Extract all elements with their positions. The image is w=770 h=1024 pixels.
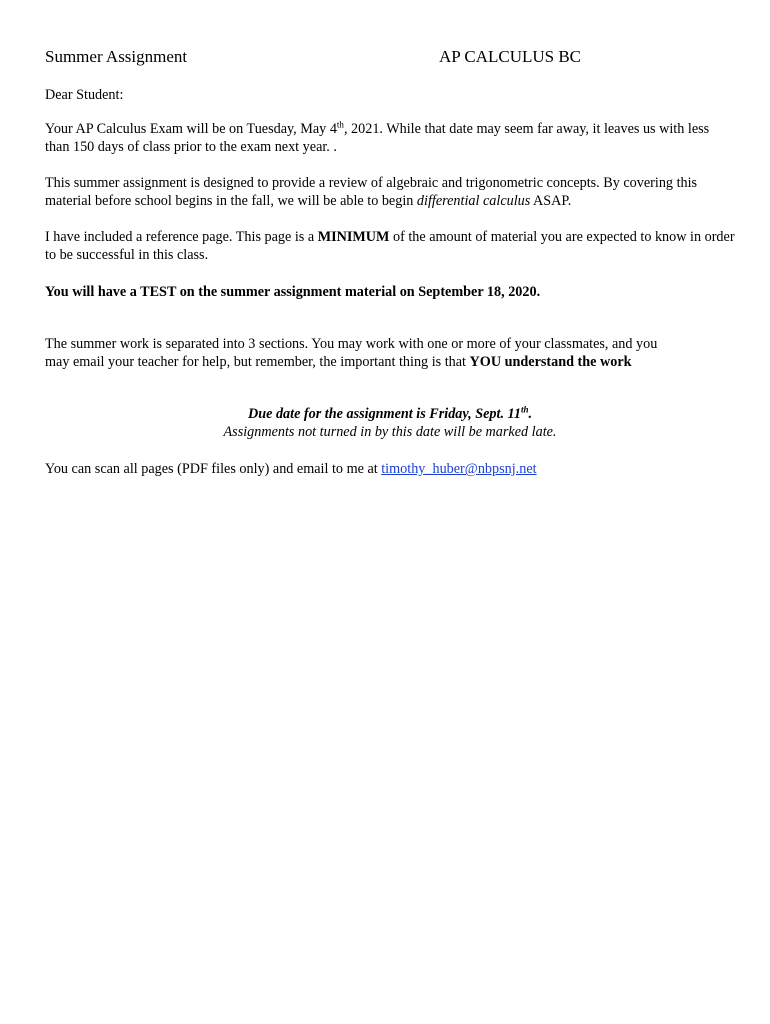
test-notice: You will have a TEST on the summer assignment material on September 18, 2020.: [45, 284, 541, 300]
document-header: [45, 47, 725, 69]
due-date-superscript: th: [520, 404, 529, 415]
reference-emphasis: MINIMUM: [317, 229, 390, 245]
summary-text-start: This summer assignment is designed to provide a review of algebraic and trigonometric concepts. By covering this material before school begins in the fall, we will be able to begin: [45, 175, 698, 209]
greeting: Dear Student:: [45, 87, 124, 103]
summary-paragraph: [45, 174, 735, 210]
late-policy-note: Assignments not turned in by this date will be marked late.: [223, 424, 557, 440]
reference-text-end: of the amount of material you are expected to know in order to be successful in this class.: [45, 229, 735, 263]
summary-emphasis: differential calculus: [416, 193, 531, 209]
due-date-text: Due date for the assignment is Friday, Sept. 11: [247, 406, 521, 422]
exam-text-end: , 2021. While that date may seem far away, it leaves us with less than 150 days of class prior to the exam next year. .: [45, 121, 710, 155]
exam-date-superscript: th: [336, 119, 344, 130]
teacher-email-link[interactable]: timothy_huber@nbpsnj.net: [381, 461, 537, 477]
exam-text-start: Your AP Calculus Exam will be on Tuesday, May 4: [45, 121, 337, 137]
reference-text-start: I have included a reference page. This page is a: [45, 229, 318, 245]
due-date-period: .: [528, 406, 533, 422]
assignment-title: Summer Assignment: [45, 47, 188, 66]
reference-paragraph: [45, 228, 735, 264]
submission-text: You can scan all pages (PDF files only) and email to me at: [45, 461, 382, 477]
due-date-block: [45, 405, 735, 441]
summary-text-end: ASAP.: [530, 193, 572, 209]
sections-emphasis: YOU understand the work: [469, 354, 632, 370]
exam-date-paragraph: [45, 120, 735, 156]
sections-text: The summer work is separated into 3 sections. You may work with one or more of your classmates, and you may email your teacher for help, but remember, the important thing is that: [45, 336, 658, 370]
due-date-line: [45, 405, 735, 423]
submission-paragraph: [45, 460, 735, 478]
course-title: AP CALCULUS BC: [439, 47, 582, 66]
sections-paragraph: [45, 335, 685, 371]
